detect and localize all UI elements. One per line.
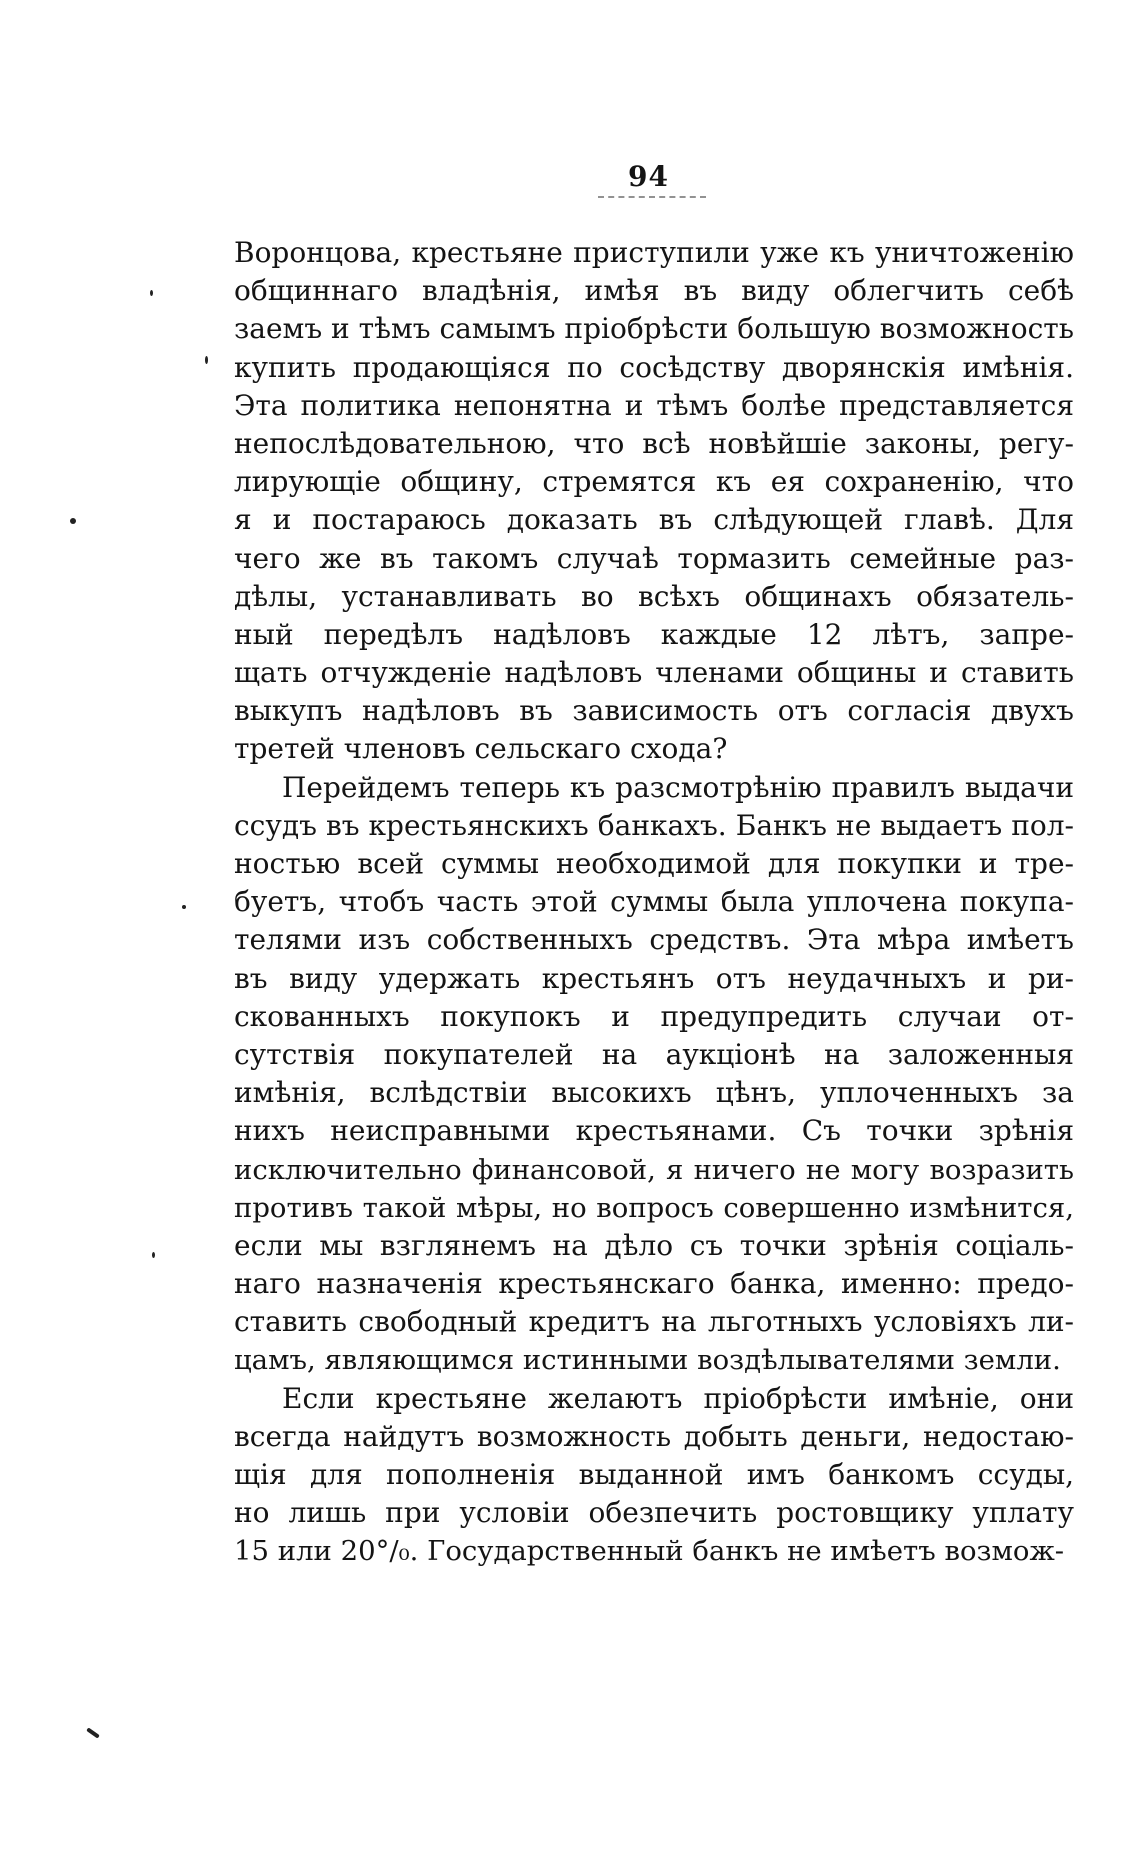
- header-rule: [598, 196, 706, 198]
- text-line: щія для пополненія выданной имъ банкомъ ссуды,: [234, 1458, 1074, 1491]
- text-line: чего же въ такомъ случаѣ тормазить семейные раз-: [234, 541, 1074, 575]
- scan-speck: [86, 1727, 100, 1738]
- text-line: 15 или 20°/₀. Государственный банкъ не имѣетъ возмож-: [234, 1535, 1065, 1568]
- text-line: въ виду удержать крестьянъ отъ неудачныхъ и ри-: [234, 961, 1074, 995]
- text-line: Перейдемъ теперь къ разсмотрѣнію правилъ выдачи: [282, 770, 1074, 804]
- text-line: имѣнія, вслѣдствіи высокихъ цѣнъ, уплоченныхъ за: [234, 1076, 1074, 1110]
- text-line: телями изъ собственныхъ средствъ. Эта мѣра имѣетъ: [234, 923, 1074, 957]
- text-line: третей членовъ сельскаго схода?: [234, 732, 728, 766]
- text-line: непослѣдовательною, что всѣ новѣйшіе законы, регу-: [234, 426, 1074, 460]
- text-line: если мы взглянемъ на дѣло съ точки зрѣнія соціаль-: [234, 1228, 1074, 1262]
- text-line: сутствія покупателей на аукціонѣ на заложенныя: [234, 1037, 1074, 1071]
- scan-speck: [205, 356, 208, 364]
- text-line: лирующіе общину, стремятся къ ея сохраненію, что: [234, 465, 1074, 499]
- text-line: ссудъ въ крестьянскихъ банкахъ. Банкъ не выдаетъ пол-: [234, 808, 1074, 842]
- text-line: нихъ неисправными крестьянами. Съ точки зрѣнія: [234, 1114, 1074, 1148]
- scan-speck: [70, 518, 76, 524]
- text-line: Если крестьяне желаютъ пріобрѣсти имѣніе, они: [282, 1381, 1074, 1415]
- scan-speck: [182, 905, 186, 909]
- text-line: ный передѣлъ надѣловъ каждые 12 лѣтъ, запре-: [234, 617, 1074, 651]
- text-line: противъ такой мѣры, но вопросъ совершенно измѣнится,: [234, 1191, 1074, 1224]
- scan-speck: [152, 1252, 155, 1258]
- text-line: заемъ и тѣмъ самымъ пріобрѣсти большую возможность: [234, 312, 1074, 346]
- text-line: купить продающіяся по сосѣдству дворянскія имѣнія.: [234, 350, 1074, 384]
- text-line: всегда найдутъ возможность добыть деньги, недостаю-: [234, 1419, 1074, 1453]
- text-line: Воронцова, крестьяне приступили уже къ уничтоженію: [234, 236, 1074, 269]
- page-number: 94: [628, 160, 669, 193]
- text-line: наго назначенія крестьянскаго банка, именно: предо-: [234, 1267, 1074, 1301]
- scan-speck: [150, 290, 153, 296]
- text-line: ставить свободный кредитъ на льготныхъ условіяхъ ли-: [234, 1305, 1074, 1339]
- text-line: общиннаго владѣнія, имѣя въ виду облегчить себѣ: [234, 274, 1074, 308]
- text-line: но лишь при условіи обезпечить ростовщику уплату: [234, 1496, 1074, 1530]
- text-line: дѣлы, устанавливать во всѣхъ общинахъ обязатель-: [234, 579, 1074, 613]
- text-line: исключительно финансовой, я ничего не могу возразить: [234, 1153, 1074, 1186]
- text-line: ностью всей суммы необходимой для покупки и тре-: [234, 847, 1074, 880]
- text-line: цамъ, являющимся истинными воздѣлывателями земли.: [234, 1344, 1061, 1377]
- text-line: щать отчужденіе надѣловъ членами общины и ставить: [234, 656, 1074, 690]
- text-line: скованныхъ покупокъ и предупредить случаи от-: [234, 999, 1074, 1033]
- text-line: буетъ, чтобъ часть этой суммы была уплочена покупа-: [234, 885, 1074, 919]
- text-line: я и постараюсь доказать въ слѣдующей главѣ. Для: [234, 503, 1074, 537]
- body-text: [234, 234, 1074, 1571]
- text-line: выкупъ надѣловъ въ зависимость отъ согласія двухъ: [234, 694, 1074, 728]
- text-line: Эта политика непонятна и тѣмъ болѣе представляется: [234, 388, 1074, 422]
